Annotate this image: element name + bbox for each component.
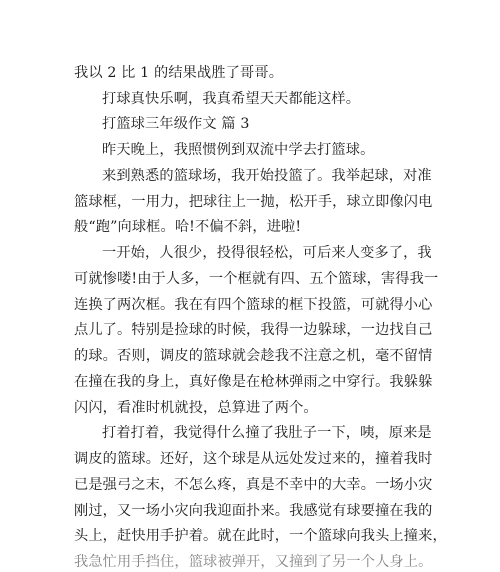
paragraph-line: 般“跑”向球框。哈!不偏不斜，进啦! [74, 219, 302, 236]
paragraph-line: 打球真快乐啊，我真希望天天都能这样。 [102, 90, 361, 107]
paragraph-line: 已是强弓之末，不怎么疼，真是不幸中的大幸。一场小灾 [74, 476, 433, 493]
paragraph-line: 连换了两次框。我在有四个篮球的框下投篮，可就得小心 [74, 296, 433, 313]
paragraph-line: 刚过，又一场小灾向我迎面扑来。我感觉有球要撞在我的 [74, 502, 433, 519]
paragraph-line: 在撞在我的身上，真好像是在枪林弹雨之中穿行。我躲躲 [74, 373, 433, 390]
paragraph-line: 调皮的篮球。还好，这个球是从远处发过来的，撞着我时 [74, 451, 433, 468]
paragraph-line: 点儿了。特别是捡球的时候，我得一边躲球，一边找自己 [74, 322, 433, 339]
paragraph-line: 闪闪，看准时机就投，总算进了两个。 [74, 399, 318, 416]
paragraph-line: 篮球框，一用力，把球往上一抛，松开手，球立即像闪电 [74, 193, 433, 210]
section-heading: 打篮球三年级作文 篇 3 [102, 116, 250, 133]
paragraph-line: 我以 2 比 1 的结果战胜了哥哥。 [74, 65, 284, 81]
paragraph-line-cut: 我急忙用手挡住，篮球被弹开，又撞到了另一个人身上。 [74, 554, 433, 570]
paragraph-line: 来到熟悉的篮球场，我开始投篮了。我举起球，对准 [102, 167, 432, 184]
paragraph-line: 头上，赶快用手护着。就在此时，一个篮球向我头上撞来， [74, 528, 447, 545]
paragraph-line: 可就惨喽!由于人多，一个框就有四、五个篮球，害得我一 [74, 270, 439, 287]
paragraph-line: 打着打着，我觉得什么撞了我肚子一下，咦，原来是 [102, 425, 432, 442]
paragraph-line: 昨天晚上，我照惯例到双流中学去打篮球。 [102, 142, 375, 159]
paragraph-line: 的球。否则，调皮的篮球就会趁我不注意之机，毫不留情 [74, 348, 433, 365]
paragraph-line: 一开始，人很少，投得很轻松，可后来人变多了，我 [102, 245, 432, 262]
